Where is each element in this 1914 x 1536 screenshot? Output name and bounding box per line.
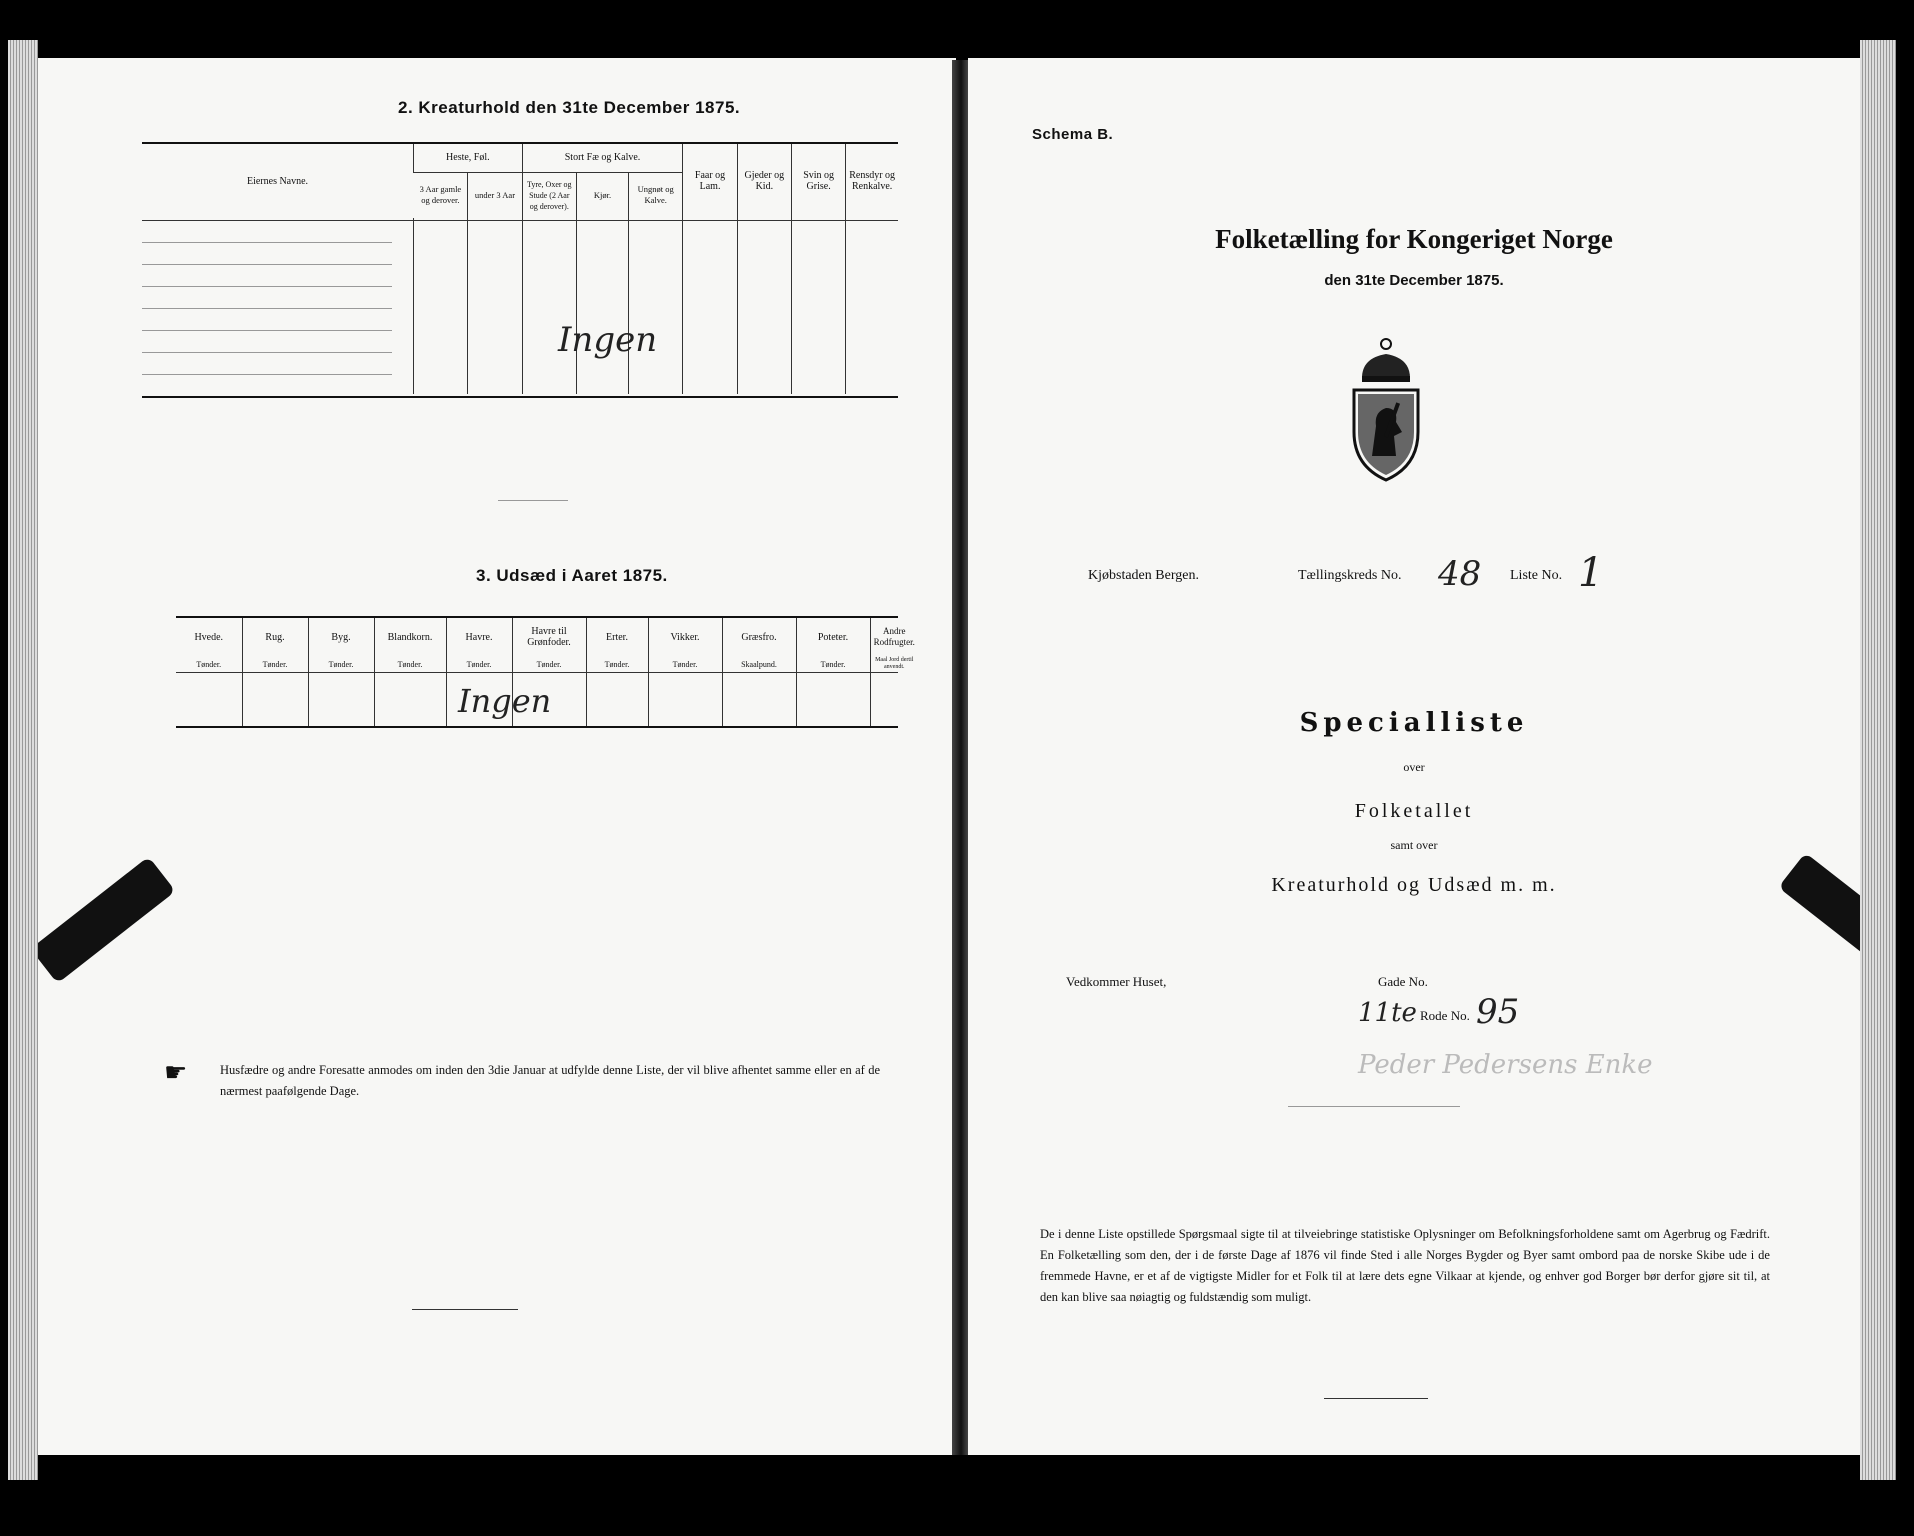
left-page-edges bbox=[8, 40, 38, 1480]
grass-seed-header: Græsfro. bbox=[722, 618, 796, 656]
ward-number-label: Rode No. bbox=[1420, 1008, 1470, 1023]
vetch-header: Vikker. bbox=[648, 618, 722, 656]
right-page bbox=[968, 58, 1860, 1455]
other-roots-header: Andre Rodfrugter. bbox=[870, 618, 918, 656]
cows-header: Kjør. bbox=[576, 172, 628, 218]
bulls-oxen-header: Tyre, Oxer og Stude (2 Aar og derover). bbox=[522, 172, 576, 218]
census-title: Folketælling for Kongeriget Norge bbox=[1215, 224, 1613, 254]
sowing-handwritten-entry: Ingen bbox=[458, 682, 552, 720]
potatoes-header: Poteter. bbox=[796, 618, 870, 656]
unit-label: Tønder. bbox=[648, 656, 722, 672]
owner-name-header: Eiernes Navne. bbox=[246, 175, 309, 187]
unit-label: Tønder. bbox=[374, 656, 446, 672]
sheep-header: Faar og Lam. bbox=[683, 144, 737, 218]
street-number-label: Gade No. bbox=[1378, 974, 1428, 989]
owner-handwritten-name: Peder Pedersens Enke bbox=[1358, 1050, 1653, 1080]
reindeer-header: Rensdyr og Renkalve. bbox=[846, 144, 898, 218]
collection-notice: Husfædre og andre Foresatte anmodes om inden den 3die Januar at udfylde denne Liste, der vil blive afhentet samme eller en af de nærmest paafølgende Dage. bbox=[220, 1063, 880, 1098]
unit-label: Maal Jord dertil anvendt. bbox=[870, 656, 918, 672]
wheat-header: Hvede. bbox=[194, 631, 224, 643]
unit-label: Tønder. bbox=[796, 656, 870, 672]
left-page bbox=[38, 58, 956, 1455]
mixed-grain-header: Blandkorn. bbox=[374, 618, 446, 656]
unit-label: Tønder. bbox=[196, 659, 222, 669]
unit-label: Tønder. bbox=[512, 656, 586, 672]
livestock-handwritten-entry: Ingen bbox=[558, 320, 658, 360]
coat-of-arms-icon bbox=[1344, 336, 1428, 486]
oats-header: Havre. bbox=[446, 618, 512, 656]
goats-header: Gjeder og Kid. bbox=[737, 144, 791, 218]
section2-title: 2. Kreaturhold den 31te December 1875. bbox=[398, 98, 741, 117]
house-label: Vedkommer Huset, bbox=[1066, 974, 1167, 989]
over-text: over bbox=[1403, 760, 1425, 774]
ward-number: 95 bbox=[1476, 992, 1520, 1032]
census-district-label: Tællingskreds No. bbox=[1298, 568, 1402, 583]
pigs-header: Svin og Grise. bbox=[791, 144, 845, 218]
peas-header: Erter. bbox=[586, 618, 648, 656]
table2-bottom-rule bbox=[142, 396, 898, 398]
schema-label: Schema B. bbox=[1032, 126, 1114, 143]
horses-group-header: Heste, Føl. bbox=[414, 144, 523, 172]
section3-title: 3. Udsæd i Aaret 1875. bbox=[476, 566, 668, 585]
unit-label: Tønder. bbox=[308, 656, 374, 672]
young-cattle-header: Ungnøt og Kalve. bbox=[629, 172, 683, 218]
unit-label: Skaalpund. bbox=[722, 656, 796, 672]
ward-ordinal: 11te bbox=[1358, 998, 1417, 1028]
town-label: Kjøbstaden Bergen. bbox=[1088, 568, 1199, 583]
census-district-number: 48 bbox=[1438, 554, 1482, 594]
list-number: 1 bbox=[1578, 550, 1604, 596]
unit-label: Tønder. bbox=[586, 656, 648, 672]
horses-under3-header: under 3 Aar bbox=[468, 172, 522, 218]
barley-header: Byg. bbox=[308, 618, 374, 656]
population-heading: Folketallet bbox=[1354, 800, 1474, 822]
list-number-label: Liste No. bbox=[1510, 568, 1563, 583]
unit-label: Tønder. bbox=[446, 656, 512, 672]
pointing-hand-icon: ☛ bbox=[164, 1058, 188, 1087]
left-page-clip bbox=[38, 856, 176, 983]
livestock-table bbox=[142, 144, 898, 394]
rye-header: Rug. bbox=[242, 618, 308, 656]
horses-3yr-header: 3 Aar gamle og derover. bbox=[419, 184, 462, 206]
census-date: den 31te December 1875. bbox=[1324, 272, 1504, 289]
right-page-edges bbox=[1860, 40, 1896, 1480]
livestock-sowing-heading: Kreaturhold og Udsæd m. m. bbox=[1271, 874, 1557, 896]
purpose-paragraph: De i denne Liste opstillede Spørgsmaal sigte til at tilveiebringe statistiske Oplysninger om Befolkningsforholdene samt om Agerbrug og Fædrift. En Folketælling som den, der i de første Dage af 1876 vil finde Sted i alle Norges Bygder og Byer samt ombord paa de norske Skibe ude i de fremmede Havne, er et af de vigtigste Midler for et Folk til at lære dets egne Vilkaar at kjende, og enhver god Borger bør derfor gjøre sit til, at den kan blive saa nøiagtig og fuldstændig som muligt. bbox=[1040, 1227, 1770, 1304]
table3-bottom-rule bbox=[176, 726, 898, 728]
right-page-clip bbox=[1778, 853, 1860, 968]
unit-label: Tønder. bbox=[242, 656, 308, 672]
table3-header-rule bbox=[176, 672, 898, 673]
green-oats-header: Havre til Grønfoder. bbox=[512, 618, 586, 656]
samt-over-text: samt over bbox=[1390, 838, 1438, 852]
table2-header-rule bbox=[142, 220, 898, 221]
cattle-group-header: Stort Fæ og Kalve. bbox=[522, 144, 683, 172]
special-list-heading: Specialliste bbox=[1299, 708, 1529, 738]
